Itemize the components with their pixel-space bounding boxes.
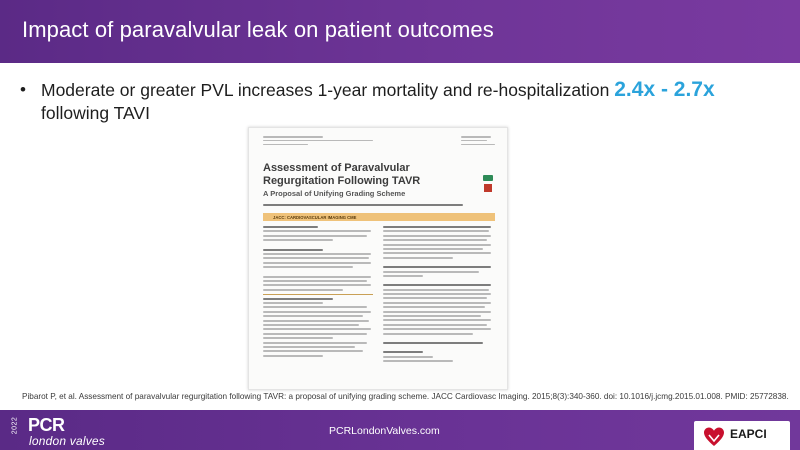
pcr-year: 2022 — [11, 416, 19, 435]
paper-authors — [263, 204, 493, 208]
pcr-logo-word: PCR — [28, 415, 65, 435]
paper-column-left — [263, 226, 373, 359]
citation-reference: Pibarot P, et al. Assessment of paravalvular regurgitation following TAVR: a proposal of unifying grading scheme. JACC Cardiovasc Imaging. 2015;8(3):340-360. doi: 10.1016/j.jcmg.2015.01.008. PMID: 25772838. — [22, 392, 789, 401]
heart-icon — [703, 426, 725, 448]
paper-title: Assessment of Paravalvular Regurgitation Following TAVR — [263, 162, 421, 187]
pcr-london-valves-logo — [6, 412, 156, 450]
paper-subtitle: A Proposal of Unifying Grading Scheme — [263, 189, 406, 198]
bullet-highlight: 2.4x - 2.7x — [614, 78, 715, 101]
journal-mark-icon — [484, 184, 492, 192]
pcr-logo-subtitle: london valves — [29, 434, 105, 448]
eapci-logo-tagline — [730, 442, 731, 447]
paper-thumbnail — [248, 127, 508, 390]
bullet-text-block — [41, 78, 781, 125]
paper-header-right — [461, 136, 495, 148]
slide-title: Impact of paravalvular leak on patient outcomes — [22, 17, 494, 42]
paper-journal-band — [263, 213, 495, 221]
eapci-logo — [694, 421, 790, 450]
footer-url[interactable]: PCRLondonValves.com — [329, 425, 440, 437]
paper-column-right — [383, 226, 493, 365]
slide-title-bar — [0, 0, 800, 63]
bullet-text: Moderate or greater PVL increases 1-year mortality and re-hospitalization — [41, 80, 615, 100]
bullet-dot-icon: • — [20, 80, 26, 99]
footer-bar — [0, 410, 800, 450]
eapci-logo-word: EAPCI — [730, 427, 767, 441]
bullet-continuation: following TAVI — [41, 103, 150, 123]
paper-journal-band-label: JACC: CARDIOVASCULAR IMAGING CME — [273, 214, 357, 220]
open-access-badge-icon — [483, 175, 493, 181]
